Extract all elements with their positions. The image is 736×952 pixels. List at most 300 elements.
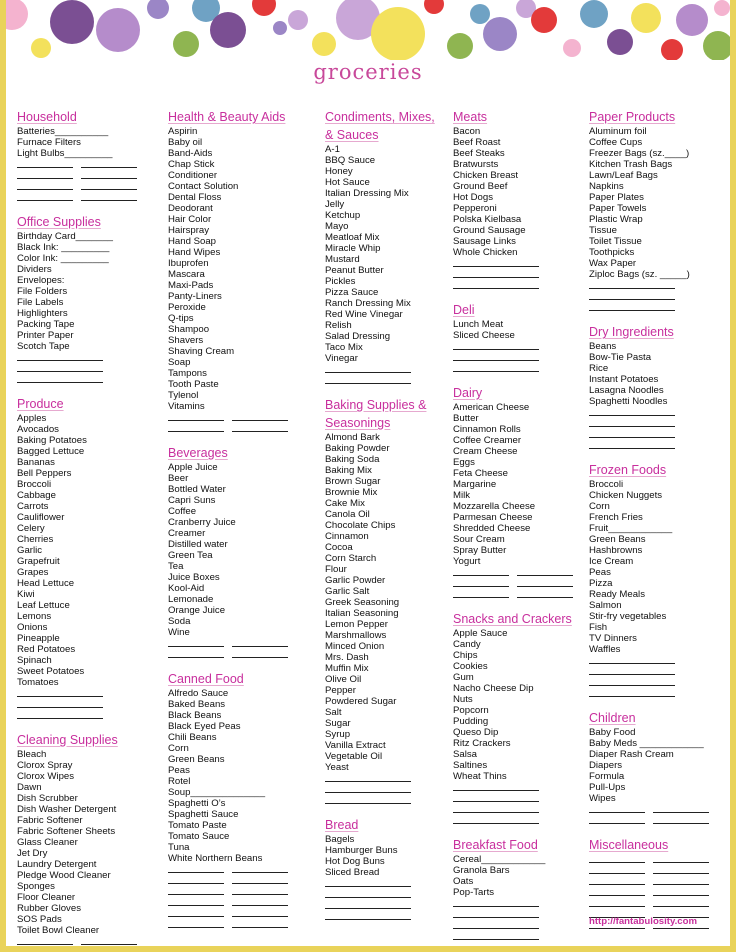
list-item: Muffin Mix: [325, 663, 369, 674]
list-item: Orange Juice: [168, 605, 226, 616]
banner-dots: [6, 0, 730, 60]
item-list: [325, 144, 445, 386]
blank-write-in-line[interactable]: [589, 688, 727, 699]
list-item: Spray Butter: [453, 545, 507, 556]
grocery-list-sheet: [6, 0, 730, 946]
blank-write-in-line[interactable]: [453, 782, 583, 793]
blank-write-in-line[interactable]: [589, 887, 727, 898]
blank-write-in-line[interactable]: [17, 699, 157, 710]
list-item: Yogurt: [453, 556, 481, 567]
list-item: Pepper: [325, 685, 356, 696]
list-item: Saltines: [453, 760, 488, 771]
section-cleaning-supplies: [17, 731, 157, 946]
item-list: [453, 402, 583, 600]
blank-write-in-line[interactable]: [589, 291, 727, 302]
list-item: Garlic Powder: [325, 575, 386, 586]
section-baking-supplies-seasonings: [325, 396, 445, 806]
item-list: [168, 462, 318, 660]
list-item: Floor Cleaner: [17, 892, 76, 903]
list-item: Shampoo: [168, 324, 210, 335]
list-item: Yeast: [325, 762, 349, 773]
list-item: Kiwi: [17, 589, 35, 600]
list-item: Bell Peppers: [17, 468, 72, 479]
blank-write-in-line[interactable]: [168, 886, 318, 897]
blank-write-in-line[interactable]: [325, 878, 445, 889]
list-item: Lasagna Noodles: [589, 385, 664, 396]
list-item: Mayo: [325, 221, 349, 232]
list-item: Envelopes:: [17, 275, 65, 286]
list-item: Beer: [168, 473, 189, 484]
item-list: [589, 126, 727, 313]
list-item: Pull-Ups: [589, 782, 626, 793]
item-list: [589, 727, 727, 826]
list-item: Nuts: [453, 694, 473, 705]
blank-write-in-line[interactable]: [17, 363, 157, 374]
blank-write-in-line[interactable]: [17, 192, 157, 203]
list-item: Sour Cream: [453, 534, 505, 545]
blank-write-in-line[interactable]: [168, 864, 318, 875]
list-item: Brown Sugar: [325, 476, 381, 487]
blank-write-in-line[interactable]: [168, 638, 318, 649]
list-item: Sugar: [325, 718, 351, 729]
list-item: Jet Dry: [17, 848, 48, 859]
list-item: Apples: [17, 413, 47, 424]
blank-write-in-line[interactable]: [17, 688, 157, 699]
list-item: Dividers: [17, 264, 52, 275]
list-item: Sweet Potatoes: [17, 666, 85, 677]
blank-write-in-line[interactable]: [325, 795, 445, 806]
list-item: Hot Sauce: [325, 177, 370, 188]
list-item: Kool-Aid: [168, 583, 205, 594]
blank-write-in-line[interactable]: [453, 352, 583, 363]
list-item: Apple Sauce: [453, 628, 508, 639]
blank-write-in-line[interactable]: [453, 909, 583, 920]
section-heading: Produce: [17, 397, 64, 411]
list-item: Chicken Nuggets: [589, 490, 663, 501]
list-item: Ziploc Bags (sz. _____): [589, 269, 690, 280]
blank-write-in-line[interactable]: [453, 589, 583, 600]
list-item: Coffee: [168, 506, 197, 517]
list-item: Tooth Paste: [168, 379, 219, 390]
list-item: Soap: [168, 357, 191, 368]
section-dry-ingredients: [589, 323, 727, 451]
list-item: Dish Washer Detergent: [17, 804, 117, 815]
list-item: Diapers: [589, 760, 623, 771]
list-item: Sliced Bread: [325, 867, 380, 878]
blank-write-in-line[interactable]: [17, 352, 157, 363]
list-item: Plastic Wrap: [589, 214, 643, 225]
list-item: Beans: [589, 341, 617, 352]
list-item: Black Eyed Peas: [168, 721, 241, 732]
section-deli: [453, 301, 583, 374]
list-item: Spaghetti O’s: [168, 798, 226, 809]
list-item: Scotch Tape: [17, 341, 70, 352]
list-item: Cinnamon: [325, 531, 369, 542]
list-item: Juice Boxes: [168, 572, 220, 583]
blank-write-in-line[interactable]: [453, 567, 583, 578]
blank-write-in-line[interactable]: [589, 854, 727, 865]
blank-write-in-line[interactable]: [325, 375, 445, 386]
list-item: Greek Seasoning: [325, 597, 400, 608]
item-list: [17, 126, 157, 203]
list-item: Cinnamon Rolls: [453, 424, 521, 435]
blank-write-in-line[interactable]: [589, 302, 727, 313]
item-list: [168, 688, 318, 930]
list-item: Maxi-Pads: [168, 280, 214, 291]
list-item: Ice Cream: [589, 556, 634, 567]
section-snacks-and-crackers: [453, 610, 583, 826]
list-item: Broccoli: [17, 479, 52, 490]
item-list: [17, 413, 157, 721]
list-item: Onions: [17, 622, 48, 633]
list-item: Glass Cleaner: [17, 837, 78, 848]
list-item: Cookies: [453, 661, 488, 672]
blank-write-in-line[interactable]: [168, 897, 318, 908]
blank-write-in-line[interactable]: [168, 423, 318, 434]
blank-write-in-line[interactable]: [453, 363, 583, 374]
blank-write-in-line[interactable]: [589, 655, 727, 666]
section-canned-food: [168, 670, 318, 930]
list-item: Italian Dressing Mix: [325, 188, 409, 199]
list-item: Aluminum foil: [589, 126, 647, 137]
list-item: Fish: [589, 622, 608, 633]
list-item: Aspirin: [168, 126, 198, 137]
blank-write-in-line[interactable]: [589, 815, 727, 826]
section-heading: Condiments, Mixes, & Sauces: [325, 110, 435, 142]
list-item: Bottled Water: [168, 484, 226, 495]
list-item: Waffles: [589, 644, 621, 655]
list-item: Tampons: [168, 368, 207, 379]
section-meats: [453, 108, 583, 291]
list-item: American Cheese: [453, 402, 530, 413]
list-item: File Labels: [17, 297, 64, 308]
column-1: [17, 108, 157, 946]
list-item: Feta Cheese: [453, 468, 508, 479]
list-item: Tomatoes: [17, 677, 59, 688]
blank-write-in-line[interactable]: [168, 649, 318, 660]
list-item: Clorox Spray: [17, 760, 73, 771]
blank-write-in-line[interactable]: [453, 341, 583, 352]
list-item: Shredded Cheese: [453, 523, 531, 534]
blank-write-in-line[interactable]: [325, 889, 445, 900]
list-item: Vegetable Oil: [325, 751, 383, 762]
blank-write-in-line[interactable]: [453, 269, 583, 280]
list-item: Contact Solution: [168, 181, 239, 192]
list-item: Paper Plates: [589, 192, 644, 203]
blank-write-in-line[interactable]: [325, 911, 445, 922]
list-item: Garlic Salt: [325, 586, 370, 597]
blank-write-in-line[interactable]: [168, 412, 318, 423]
list-item: Lemonade: [168, 594, 214, 605]
list-item: Tylenol: [168, 390, 199, 401]
section-frozen-foods: [589, 461, 727, 699]
list-item: Green Beans: [589, 534, 646, 545]
page-title: groceries: [313, 60, 423, 84]
list-item: Leaf Lettuce: [17, 600, 70, 611]
list-item: Paper Towels: [589, 203, 647, 214]
list-item: Bagels: [325, 834, 355, 845]
list-item: Margarine: [453, 479, 497, 490]
list-item: Miracle Whip: [325, 243, 381, 254]
list-item: Queso Dip: [453, 727, 499, 738]
list-item: Baby Food: [589, 727, 636, 738]
list-item: Tomato Sauce: [168, 831, 230, 842]
blank-write-in-line[interactable]: [453, 931, 583, 942]
list-item: Cranberry Juice: [168, 517, 236, 528]
list-item: Popcorn: [453, 705, 489, 716]
blank-write-in-line[interactable]: [17, 374, 157, 385]
list-item: Mascara: [168, 269, 205, 280]
list-item: Q-tips: [168, 313, 194, 324]
list-item: Birthday Card_______: [17, 231, 114, 242]
list-item: Creamer: [168, 528, 206, 539]
list-item: Mozzarella Cheese: [453, 501, 536, 512]
list-item: White Northern Beans: [168, 853, 263, 864]
list-item: Band-Aids: [168, 148, 213, 159]
blank-write-in-line[interactable]: [168, 875, 318, 886]
list-item: Black Beans: [168, 710, 222, 721]
section-heading: Meats: [453, 110, 488, 124]
blank-write-in-line[interactable]: [453, 920, 583, 931]
list-item: Green Tea: [168, 550, 213, 561]
blank-write-in-line[interactable]: [453, 815, 583, 826]
blank-write-in-line[interactable]: [453, 793, 583, 804]
list-item: Hair Color: [168, 214, 212, 225]
blank-write-in-line[interactable]: [589, 898, 727, 909]
blank-write-in-line[interactable]: [168, 908, 318, 919]
list-item: Cereal____________: [453, 854, 546, 865]
list-item: Baby Meds ____________: [589, 738, 704, 749]
list-item: Chocolate Chips: [325, 520, 396, 531]
list-item: BBQ Sauce: [325, 155, 376, 166]
list-item: Red Wine Vinegar: [325, 309, 403, 320]
list-item: Bagged Lettuce: [17, 446, 85, 457]
list-item: Taco Mix: [325, 342, 363, 353]
list-item: Clorox Wipes: [17, 771, 75, 782]
blank-write-in-line[interactable]: [453, 258, 583, 269]
section-heading: Dairy: [453, 386, 483, 400]
list-item: TV Dinners: [589, 633, 637, 644]
list-item: Dish Scrubber: [17, 793, 78, 804]
list-item: Highlighters: [17, 308, 68, 319]
section-heading: Beverages: [168, 446, 228, 460]
section-heading: Bread: [325, 818, 359, 832]
item-list: [453, 628, 583, 826]
list-item: Canola Oil: [325, 509, 370, 520]
list-item: Bleach: [17, 749, 47, 760]
list-item: Conditioner: [168, 170, 218, 181]
list-item: Corn: [168, 743, 189, 754]
blank-write-in-line[interactable]: [17, 170, 157, 181]
list-item: Toilet Bowl Cleaner: [17, 925, 100, 936]
list-item: Wheat Thins: [453, 771, 507, 782]
blank-write-in-line[interactable]: [325, 900, 445, 911]
blank-write-in-line[interactable]: [589, 418, 727, 429]
list-item: Milk: [453, 490, 471, 501]
polka-dot-banner: [6, 0, 730, 60]
blank-write-in-line[interactable]: [17, 710, 157, 721]
item-list: [589, 479, 727, 699]
blank-write-in-line[interactable]: [589, 677, 727, 688]
blank-write-in-line[interactable]: [453, 578, 583, 589]
list-item: Baking Potatoes: [17, 435, 87, 446]
item-list: [453, 319, 583, 374]
list-item: Printer Paper: [17, 330, 74, 341]
list-item: Cream Cheese: [453, 446, 518, 457]
list-item: Capri Suns: [168, 495, 216, 506]
blank-write-in-line[interactable]: [17, 181, 157, 192]
column-3: [325, 108, 445, 932]
list-item: Red Potatoes: [17, 644, 76, 655]
section-heading: Frozen Foods: [589, 463, 667, 477]
list-item: Coffee Creamer: [453, 435, 522, 446]
item-list: [325, 834, 445, 922]
blank-write-in-line[interactable]: [453, 280, 583, 291]
blank-write-in-line[interactable]: [325, 364, 445, 375]
list-item: Toilet Tissue: [589, 236, 642, 247]
section-produce: [17, 395, 157, 721]
blank-write-in-line[interactable]: [17, 936, 157, 946]
section-heading: Cleaning Supplies: [17, 733, 118, 747]
list-item: Cocoa: [325, 542, 353, 553]
section-heading: Office Supplies: [17, 215, 101, 229]
list-item: Celery: [17, 523, 45, 534]
list-item: Carrots: [17, 501, 49, 512]
list-item: Toothpicks: [589, 247, 635, 258]
list-item: Grapefruit: [17, 556, 60, 567]
list-item: Olive Oil: [325, 674, 362, 685]
list-item: Oats: [453, 876, 474, 887]
list-item: Diaper Rash Cream: [589, 749, 674, 760]
list-item: Baby oil: [168, 137, 203, 148]
list-item: Flour: [325, 564, 347, 575]
blank-write-in-line[interactable]: [17, 159, 157, 170]
blank-write-in-line[interactable]: [589, 280, 727, 291]
list-item: Minced Onion: [325, 641, 385, 652]
list-item: Tomato Paste: [168, 820, 227, 831]
list-item: Ground Beef: [453, 181, 508, 192]
item-list: [17, 749, 157, 946]
section-beverages: [168, 444, 318, 660]
list-item: Chicken Breast: [453, 170, 519, 181]
list-item: Hand Wipes: [168, 247, 221, 258]
list-item: Rice: [589, 363, 609, 374]
list-item: Corn: [589, 501, 610, 512]
blank-write-in-line[interactable]: [325, 784, 445, 795]
list-item: Dawn: [17, 782, 42, 793]
list-item: Hot Dogs: [453, 192, 493, 203]
list-item: Salad Dressing: [325, 331, 391, 342]
list-item: Peas: [168, 765, 190, 776]
list-item: Hamburger Buns: [325, 845, 398, 856]
list-item: Honey: [325, 166, 353, 177]
list-item: Laundry Detergent: [17, 859, 97, 870]
list-item: Hashbrowns: [589, 545, 643, 556]
blank-write-in-line[interactable]: [325, 773, 445, 784]
list-item: Rotel: [168, 776, 191, 787]
list-item: Powdered Sugar: [325, 696, 397, 707]
blank-write-in-line[interactable]: [589, 666, 727, 677]
list-item: Wax Paper: [589, 258, 637, 269]
list-item: Ritz Crackers: [453, 738, 511, 749]
list-item: Hot Dog Buns: [325, 856, 385, 867]
list-item: Rubber Gloves: [17, 903, 81, 914]
list-item: Cherries: [17, 534, 54, 545]
list-item: Baking Powder: [325, 443, 390, 454]
blank-write-in-line[interactable]: [168, 919, 318, 930]
list-item: Napkins: [589, 181, 624, 192]
list-item: Ready Meals: [589, 589, 645, 600]
blank-write-in-line[interactable]: [589, 429, 727, 440]
list-item: French Fries: [589, 512, 643, 523]
list-item: Fruit____________: [589, 523, 673, 534]
list-item: Alfredo Sauce: [168, 688, 229, 699]
list-item: Coffee Cups: [589, 137, 643, 148]
list-item: Batteries__________: [17, 126, 109, 137]
list-item: Soup______________: [168, 787, 266, 798]
section-bread: [325, 816, 445, 922]
list-item: Pizza: [589, 578, 613, 589]
list-item: Pledge Wood Cleaner: [17, 870, 111, 881]
column-2: [168, 108, 318, 940]
footer-url[interactable]: http://fantabulosity.com: [589, 916, 698, 927]
list-item: Panty-Liners: [168, 291, 222, 302]
list-item: Eggs: [453, 457, 475, 468]
list-item: Baking Soda: [325, 454, 380, 465]
list-item: Cake Mix: [325, 498, 365, 509]
list-item: Ibuprofen: [168, 258, 209, 269]
list-item: Lunch Meat: [453, 319, 504, 330]
list-item: Peanut Butter: [325, 265, 384, 276]
list-item: Grapes: [17, 567, 49, 578]
list-item: Chili Beans: [168, 732, 217, 743]
section-dairy: [453, 384, 583, 600]
list-item: Pop-Tarts: [453, 887, 495, 898]
list-item: Green Beans: [168, 754, 225, 765]
list-item: Wipes: [589, 793, 616, 804]
column-5: [589, 108, 727, 941]
list-item: Marshmallows: [325, 630, 387, 641]
item-list: [168, 126, 318, 434]
list-item: Whole Chicken: [453, 247, 518, 258]
blank-write-in-line[interactable]: [589, 865, 727, 876]
list-item: Baking Mix: [325, 465, 372, 476]
list-item: Beef Roast: [453, 137, 501, 148]
blank-write-in-line[interactable]: [453, 804, 583, 815]
list-item: A-1: [325, 144, 340, 155]
blank-write-in-line[interactable]: [589, 804, 727, 815]
list-item: Meatloaf Mix: [325, 232, 380, 243]
list-item: Syrup: [325, 729, 351, 740]
blank-write-in-line[interactable]: [589, 440, 727, 451]
list-item: Relish: [325, 320, 352, 331]
list-item: Lawn/Leaf Bags: [589, 170, 658, 181]
list-item: Tea: [168, 561, 184, 572]
list-item: Formula: [589, 771, 625, 782]
list-item: Mustard: [325, 254, 360, 265]
section-breakfast-food: [453, 836, 583, 942]
list-item: Kitchen Trash Bags: [589, 159, 673, 170]
list-item: Beef Steaks: [453, 148, 505, 159]
section-household: [17, 108, 157, 203]
list-item: Ground Sausage: [453, 225, 526, 236]
blank-write-in-line[interactable]: [589, 876, 727, 887]
blank-write-in-line[interactable]: [453, 898, 583, 909]
list-item: Apple Juice: [168, 462, 218, 473]
list-item: Freezer Bags (sz.____): [589, 148, 690, 159]
list-item: Pudding: [453, 716, 489, 727]
blank-write-in-line[interactable]: [589, 407, 727, 418]
